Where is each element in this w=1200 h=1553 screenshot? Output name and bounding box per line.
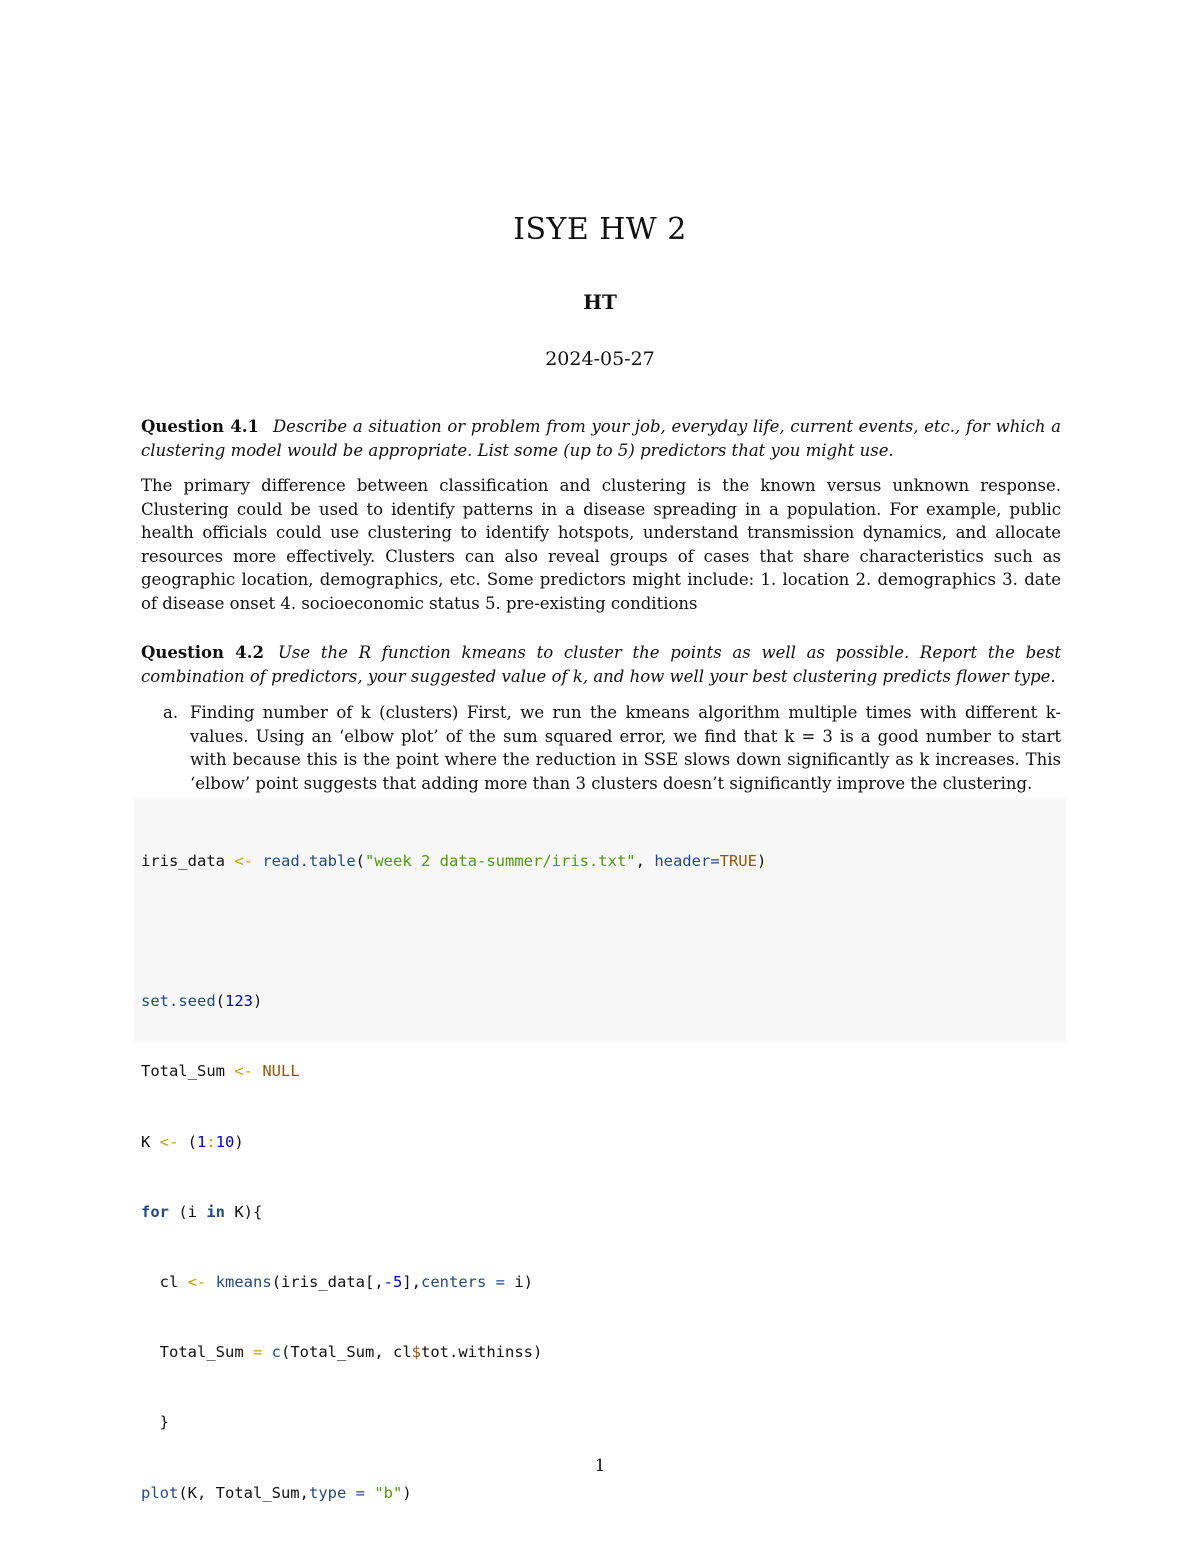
code-line-9: } <box>141 1413 169 1432</box>
code-block <box>141 803 766 1552</box>
question-4-2-text: Use the R function kmeans to cluster the points as well as possible. Report the best combination of predictors, your suggested value of k, and how well your best clustering predicts flower type. <box>141 643 1062 686</box>
question-4-1-answer: The primary difference between classification and clustering is the known versus unknown response. Clustering could be used to identify patterns in a disease spreading in a population. For example, public health officials could use clustering to identify hotspots, understand transmission dynamics, and allocate resources more effectively. Clusters can also reveal groups of cases that share characteristics such as geographic location, demographics, etc. Some predictors might include: 1. location 2. demographics 3. date of disease onset 4. socioeconomic status 5. pre-existing conditions <box>141 476 1061 613</box>
question-4-1-label: Question 4.1 <box>141 417 259 436</box>
list-item <box>163 701 1061 795</box>
code-line-10: plot(K, Total_Sum,type = "b") <box>141 1483 412 1502</box>
code-line-5: K <- (1:10) <box>141 1132 244 1151</box>
list-marker: a. <box>163 703 179 722</box>
code-line-8: Total_Sum = c(Total_Sum, cl$tot.withinss) <box>141 1343 543 1362</box>
document-date: 2024-05-27 <box>545 348 655 370</box>
document-author: HT <box>583 290 617 314</box>
page-number: 1 <box>594 1456 606 1476</box>
document-title: ISYE HW 2 <box>513 212 687 247</box>
question-4-1-prompt <box>141 415 1061 462</box>
question-4-2-prompt <box>141 641 1061 688</box>
question-4-1-text: Describe a situation or problem from your job, everyday life, current events, etc., for which a clustering model would be appropriate. List some (up to 5) predictors that you might use. <box>141 417 1062 460</box>
code-line-3: set.seed(123) <box>141 992 263 1011</box>
code-line-7: cl <- kmeans(iris_data[,-5],centers = i) <box>141 1273 534 1292</box>
code-line-2 <box>141 920 766 943</box>
code-line-1: iris_data <- read.table("week 2 data-summer/iris.txt", header=TRUE) <box>141 851 767 870</box>
code-line-6: for (i in K){ <box>141 1202 263 1221</box>
question-4-2-label: Question 4.2 <box>141 643 264 662</box>
list-item-text: Finding number of k (clusters) First, we run the kmeans algorithm multiple times with different k-values. Using an ‘elbow plot’ of the sum squared error, we find that k = 3 is a good number to start with because this is the point where the reduction in SSE slows down significantly as k increases. This ‘elbow’ point suggests that adding more than 3 clusters doesn’t significantly improve the clustering. <box>190 703 1061 793</box>
code-line-4: Total_Sum <- NULL <box>141 1062 300 1081</box>
